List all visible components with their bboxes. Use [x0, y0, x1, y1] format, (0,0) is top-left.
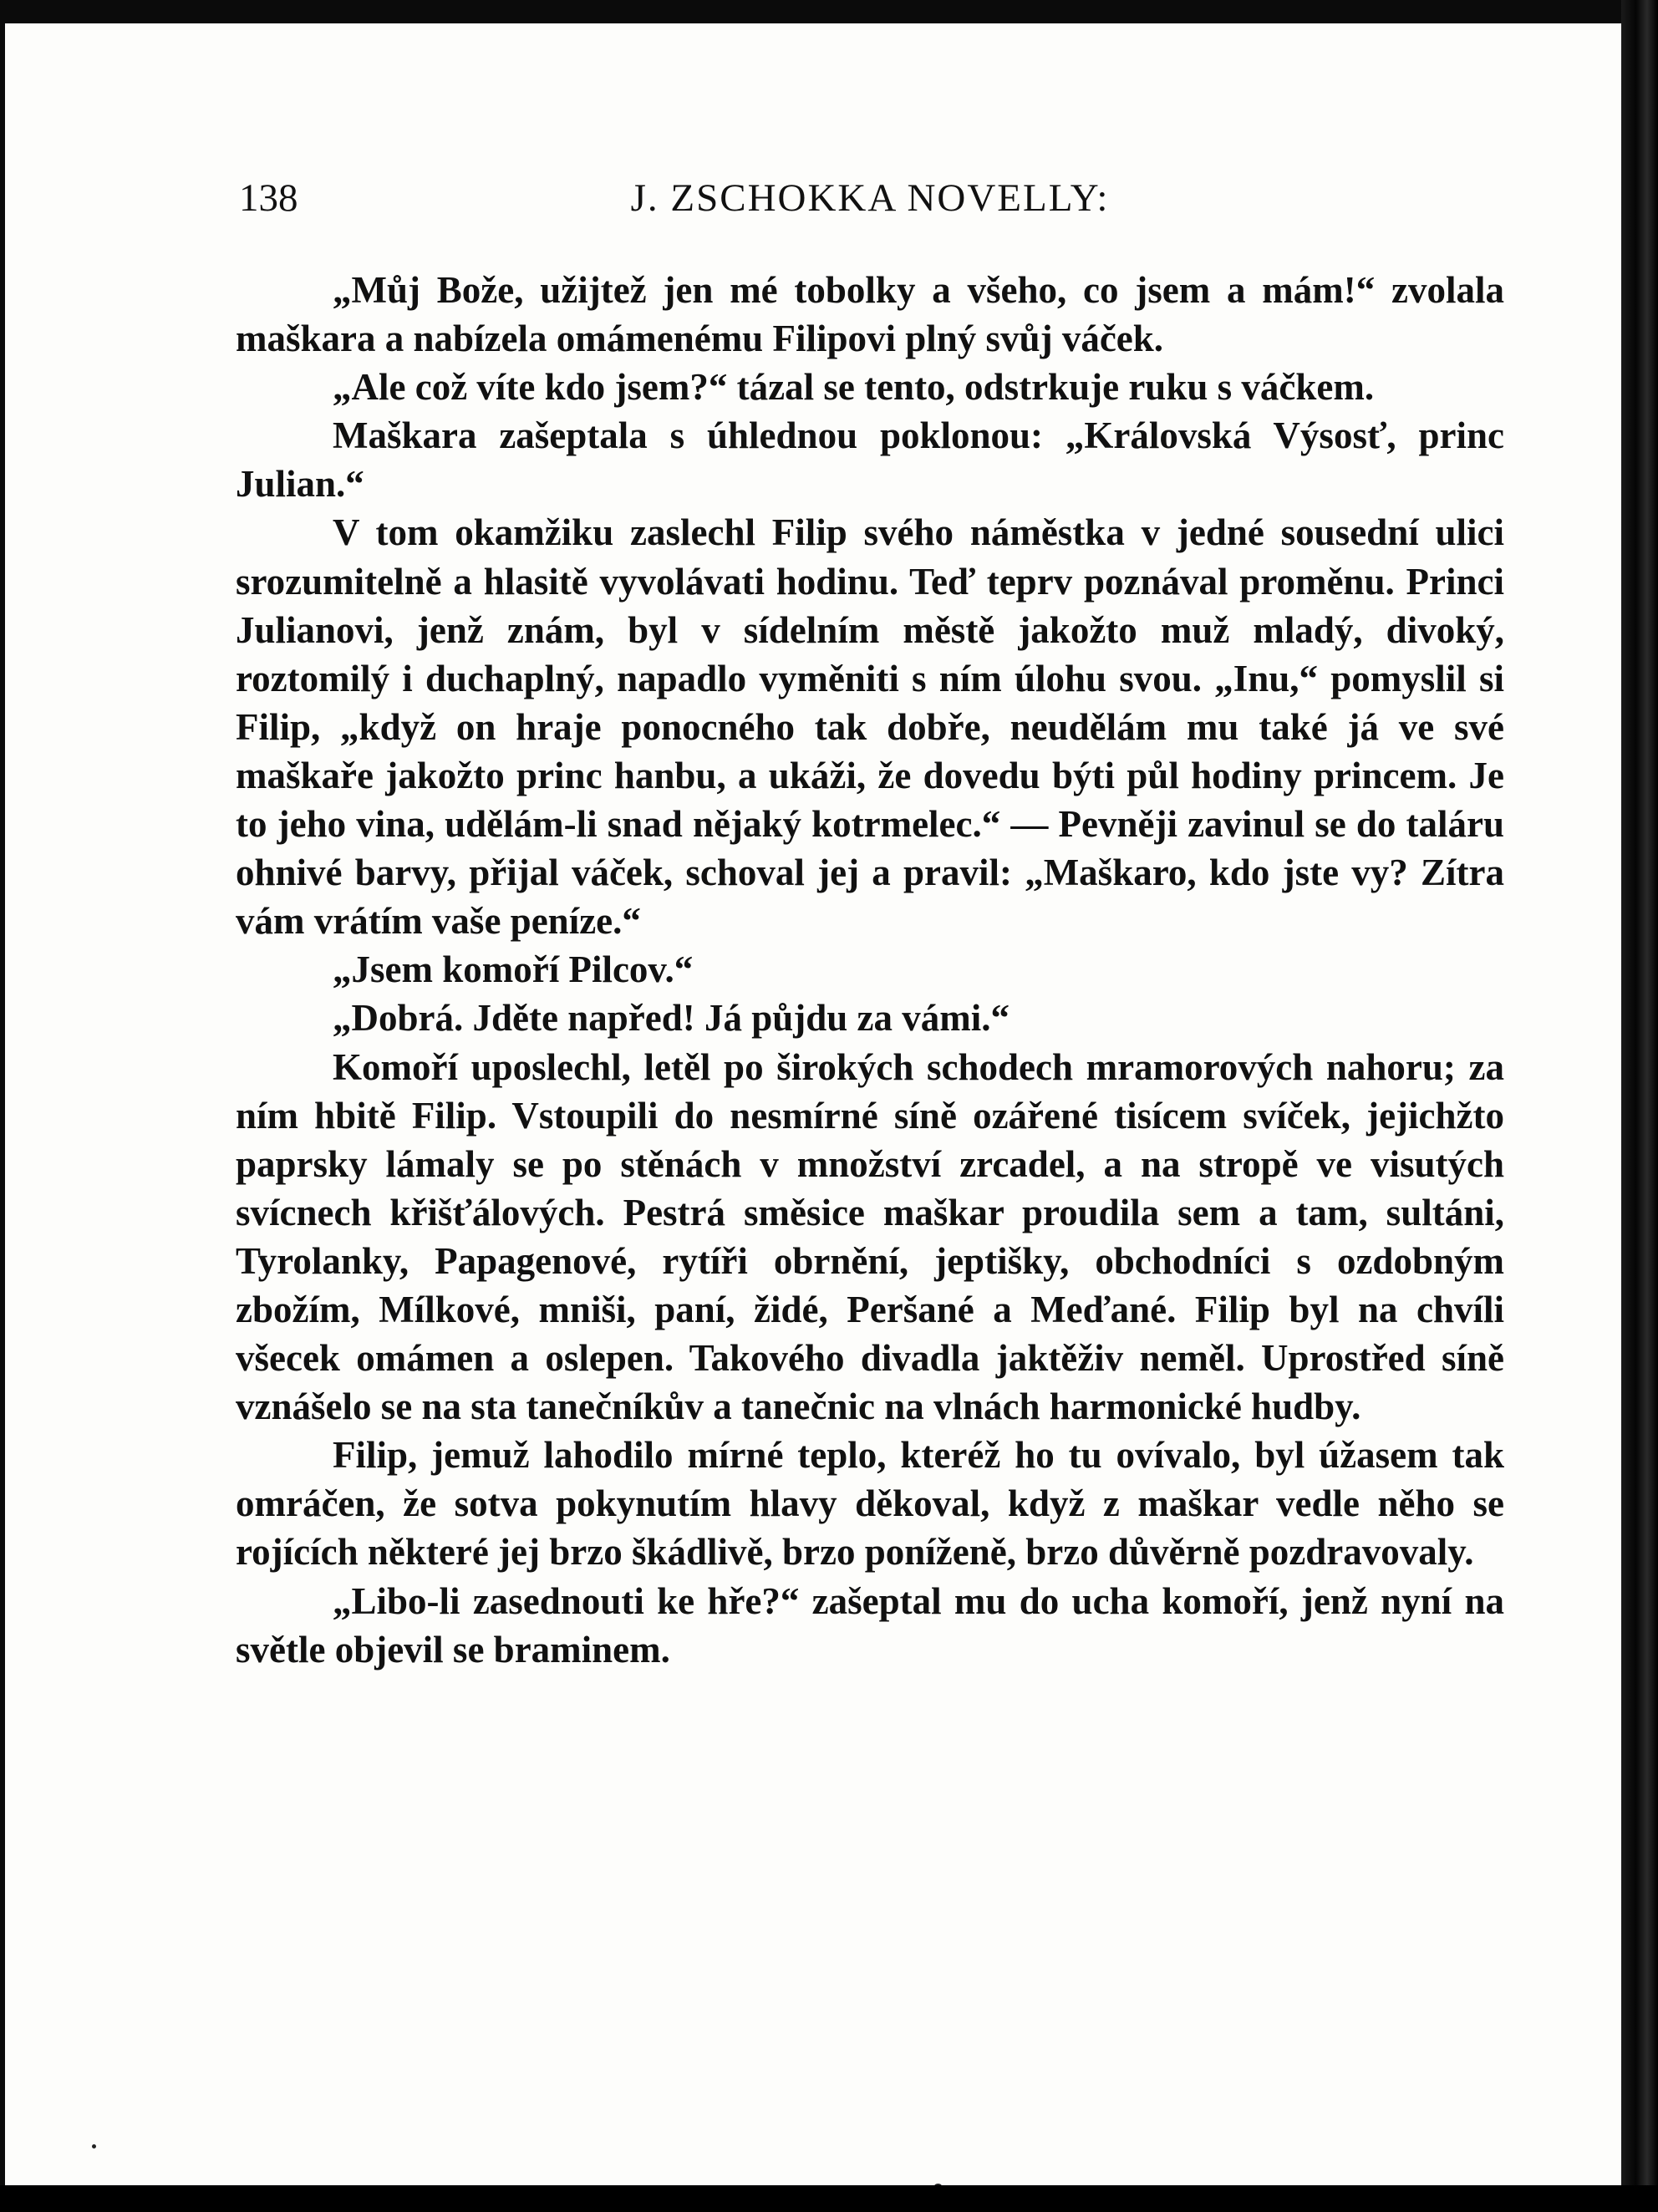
scan-border-right — [1621, 0, 1658, 2212]
paragraph-8: Filip, jemuž lahodilo mírné teplo, kteréž ho tu ovívalo, byl úžasem tak omráčen, že sotva pokynutím hlavy děkoval, když z maškar vedle něho se rojících některé jej brzo škádlivě, brzo poníženě, brzo důvěrně pozdravovaly. — [236, 1434, 1504, 1574]
paragraph-1: „Můj Bože, užijtež jen mé tobolky a všeho, co jsem a mám!“ zvolala maškara a nabízela omámenému Filipovi plný svůj váček. — [236, 269, 1504, 360]
paragraph-7: Komoří uposlechl, letěl po širokých schodech mramorových nahoru; za ním hbitě Filip. Vstoupili do nesmírné síně ozářené tisícem svíček, jejichžto paprsky lámaly se po stěnách v množství zrcadel, a na stropě ve visutých svícnech křišťálových. Pestrá směsice maškar proudila sem a tam, sultáni, Tyrolanky, Papagenové, rytíři obrnění, jeptišky, obchodníci s ozdobným zbožím, Mílkové, mniši, paní, židé, Peršané a Meďané. Filip byl na chvíli všecek omámen a oslepen. Takového divadla jaktěživ neměl. Uprostřed síně vznášelo se na sta tanečníkův a tanečnic na vlnách harmonické hudby. — [236, 1045, 1504, 1428]
page-number: 138 — [239, 176, 298, 220]
paragraph-6: „Dobrá. Jděte napřed! Já půjdu za vámi.“ — [333, 997, 1010, 1040]
body-text — [236, 266, 1504, 1674]
page-header — [239, 175, 1501, 226]
paragraph-5: „Jsem komoří Pilcov.“ — [333, 948, 694, 991]
scan-speck — [92, 2144, 96, 2148]
paragraph-2: „Ale což víte kdo jsem?“ tázal se tento, odstrkuje ruku s váčkem. — [333, 366, 1375, 409]
paragraph-9: „Libo-li zasednouti ke hře?“ zašeptal mu do ucha komoří, jenž nyní na světle objevil se braminem. — [236, 1579, 1504, 1670]
running-head: J. ZSCHOKKA NOVELLY: — [630, 176, 1110, 220]
paragraph-4: V tom okamžiku zaslechl Filip svého náměstka v jedné sousední ulici srozumitelně a hlasitě vyvolávati hodinu. Teď teprv poznával proměnu. Princi Julianovi, jenž znám, byl v sídelním městě jakožto muž mladý, divoký, roztomilý i duchaplný, napadlo vyměniti s ním úlohu svou. „Inu,“ pomyslil si Filip, „když on hraje ponocného tak dobře, neudělám mu také já ve své maškaře jakožto princ hanbu, a ukáži, že dovedu býti půl hodiny princem. Je to jeho vina, udělám-li snad nějaký kotrmelec.“ — Pevněji zavinul se do taláru ohnivé barvy, přijal váček, schoval jej a pravil: „Maškaro, kdo jste vy? Zítra vám vrátím vaše peníze.“ — [236, 511, 1504, 943]
paragraph-3: Maškara zašeptala s úhlednou poklonou: „Královská Výsosť, princ Julian.“ — [236, 414, 1504, 506]
scan-border-bottom — [0, 2185, 1658, 2212]
